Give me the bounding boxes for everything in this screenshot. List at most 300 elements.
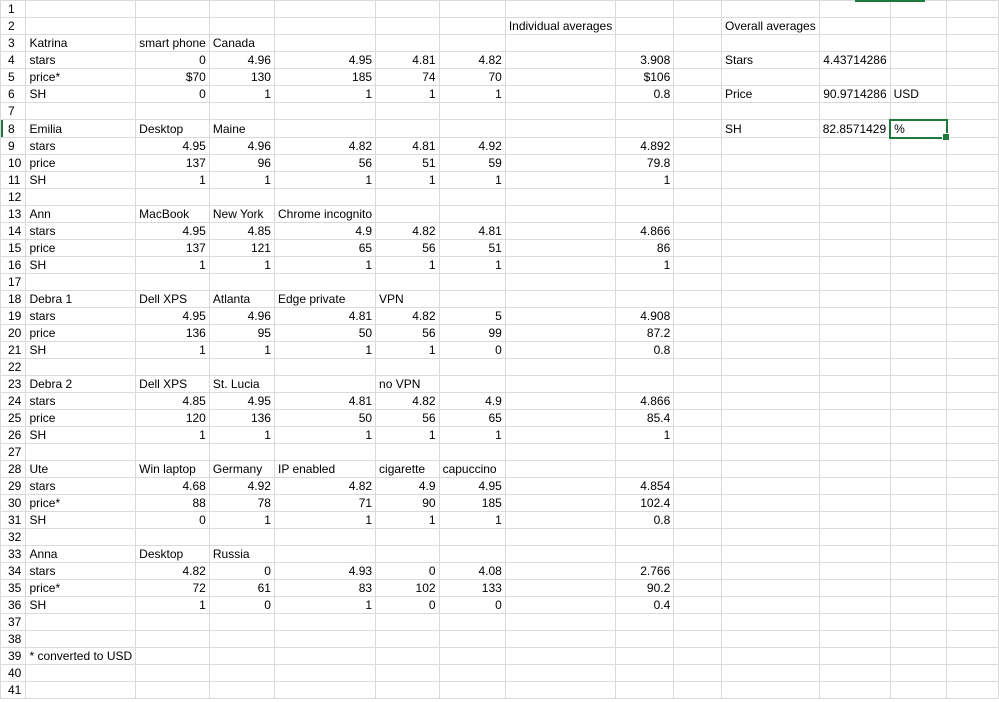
cell[interactable]: Desktop (136, 546, 210, 563)
row-number[interactable]: 13 (1, 206, 26, 223)
cell[interactable] (947, 393, 999, 410)
cell[interactable] (819, 461, 890, 478)
cell[interactable] (722, 546, 820, 563)
cell[interactable] (136, 189, 210, 206)
cell[interactable]: 96 (209, 155, 274, 172)
cell[interactable] (26, 529, 136, 546)
cell[interactable] (890, 614, 946, 631)
cell[interactable]: 1 (376, 257, 440, 274)
cell[interactable] (274, 1, 375, 18)
cell[interactable]: stars (26, 563, 136, 580)
cell[interactable] (819, 103, 890, 120)
cell[interactable] (674, 665, 722, 682)
cell[interactable]: 1 (209, 512, 274, 529)
cell[interactable] (947, 682, 999, 699)
cell[interactable]: 1 (616, 427, 674, 444)
cell[interactable] (819, 580, 890, 597)
cell[interactable] (819, 257, 890, 274)
cell[interactable]: 99 (439, 325, 505, 342)
cell[interactable] (439, 444, 505, 461)
cell[interactable]: 51 (439, 240, 505, 257)
cell[interactable]: 1 (376, 427, 440, 444)
cell[interactable]: 136 (209, 410, 274, 427)
cell[interactable] (505, 172, 615, 189)
cell[interactable] (890, 376, 946, 393)
cell[interactable]: 1 (136, 597, 210, 614)
cell[interactable] (274, 103, 375, 120)
row-number[interactable]: 19 (1, 308, 26, 325)
cell[interactable]: 1 (274, 342, 375, 359)
cell[interactable]: 65 (439, 410, 505, 427)
row-number[interactable]: 23 (1, 376, 26, 393)
cell[interactable]: 50 (274, 410, 375, 427)
cell[interactable] (439, 631, 505, 648)
cell[interactable] (819, 512, 890, 529)
cell[interactable]: 4.892 (616, 138, 674, 155)
row-number[interactable]: 24 (1, 393, 26, 410)
row-number[interactable]: 3 (1, 35, 26, 52)
cell[interactable]: Overall averages (722, 18, 820, 35)
cell[interactable] (890, 172, 946, 189)
cell[interactable] (947, 563, 999, 580)
row-number[interactable]: 10 (1, 155, 26, 172)
cell[interactable] (722, 172, 820, 189)
cell[interactable] (136, 444, 210, 461)
cell[interactable] (505, 597, 615, 614)
cell[interactable]: Canada (209, 35, 274, 52)
cell[interactable] (505, 393, 615, 410)
cell[interactable] (947, 359, 999, 376)
cell[interactable]: 0 (439, 597, 505, 614)
cell[interactable] (722, 393, 820, 410)
cell[interactable]: price (26, 240, 136, 257)
cell[interactable] (274, 631, 375, 648)
cell[interactable] (505, 529, 615, 546)
cell[interactable] (947, 138, 999, 155)
cell[interactable] (674, 103, 722, 120)
cell[interactable]: 83 (274, 580, 375, 597)
cell[interactable]: Germany (209, 461, 274, 478)
cell[interactable] (674, 478, 722, 495)
cell[interactable] (616, 665, 674, 682)
cell[interactable] (209, 18, 274, 35)
cell[interactable] (376, 546, 440, 563)
cell[interactable] (819, 155, 890, 172)
cell[interactable] (947, 376, 999, 393)
cell[interactable] (722, 597, 820, 614)
cell[interactable]: 79.8 (616, 155, 674, 172)
row-number[interactable]: 22 (1, 359, 26, 376)
cell[interactable]: 0.4 (616, 597, 674, 614)
row-number[interactable]: 32 (1, 529, 26, 546)
cell[interactable]: stars (26, 138, 136, 155)
cell[interactable] (376, 1, 440, 18)
cell[interactable] (890, 52, 946, 69)
cell[interactable] (136, 529, 210, 546)
cell[interactable]: 4.08 (439, 563, 505, 580)
cell[interactable]: 2.766 (616, 563, 674, 580)
cell[interactable] (26, 359, 136, 376)
cell[interactable]: 4.95 (136, 223, 210, 240)
cell[interactable] (616, 376, 674, 393)
cell[interactable]: Russia (209, 546, 274, 563)
cell[interactable] (890, 495, 946, 512)
cell[interactable] (505, 206, 615, 223)
cell[interactable] (616, 461, 674, 478)
cell[interactable] (26, 189, 136, 206)
cell[interactable] (616, 529, 674, 546)
cell[interactable] (947, 546, 999, 563)
cell[interactable]: 1 (376, 342, 440, 359)
row-number[interactable]: 18 (1, 291, 26, 308)
cell[interactable] (722, 274, 820, 291)
cell[interactable] (505, 614, 615, 631)
cell[interactable]: St. Lucia (209, 376, 274, 393)
cell[interactable]: 95 (209, 325, 274, 342)
cell[interactable] (505, 495, 615, 512)
cell[interactable]: 1 (274, 86, 375, 103)
cell[interactable]: 4.82 (376, 223, 440, 240)
cell[interactable]: 137 (136, 240, 210, 257)
row-number[interactable]: 5 (1, 69, 26, 86)
cell[interactable] (616, 189, 674, 206)
cell[interactable]: SH (722, 120, 820, 138)
cell[interactable] (505, 410, 615, 427)
cell[interactable]: IP enabled (274, 461, 375, 478)
cell[interactable] (439, 206, 505, 223)
cell[interactable]: Anna (26, 546, 136, 563)
cell[interactable] (890, 580, 946, 597)
cell[interactable] (674, 291, 722, 308)
cell[interactable]: 1 (439, 86, 505, 103)
cell[interactable] (505, 631, 615, 648)
cell[interactable] (819, 240, 890, 257)
cell[interactable] (674, 308, 722, 325)
cell[interactable]: stars (26, 223, 136, 240)
cell[interactable]: 4.95 (274, 52, 375, 69)
cell[interactable] (376, 614, 440, 631)
cell[interactable]: 85.4 (616, 410, 674, 427)
cell[interactable]: 4.81 (274, 393, 375, 410)
row-number[interactable]: 9 (1, 138, 26, 155)
cell[interactable]: 4.9 (439, 393, 505, 410)
cell[interactable] (722, 155, 820, 172)
cell[interactable] (616, 631, 674, 648)
row-number[interactable]: 25 (1, 410, 26, 427)
cell[interactable] (674, 461, 722, 478)
cell[interactable]: MacBook (136, 206, 210, 223)
cell[interactable] (439, 1, 505, 18)
cell[interactable]: 1 (439, 512, 505, 529)
cell[interactable]: SH (26, 597, 136, 614)
cell[interactable] (209, 665, 274, 682)
cell[interactable] (505, 52, 615, 69)
cell[interactable] (439, 376, 505, 393)
row-number[interactable]: 34 (1, 563, 26, 580)
cell[interactable] (722, 410, 820, 427)
cell[interactable] (722, 478, 820, 495)
row-number[interactable]: 6 (1, 86, 26, 103)
cell[interactable] (136, 614, 210, 631)
cell[interactable] (890, 444, 946, 461)
cell[interactable] (209, 103, 274, 120)
cell[interactable]: 1 (136, 427, 210, 444)
cell[interactable]: Dell XPS (136, 376, 210, 393)
cell[interactable]: 1 (274, 427, 375, 444)
cell[interactable] (209, 274, 274, 291)
cell[interactable] (616, 120, 674, 138)
cell[interactable] (26, 665, 136, 682)
row-number[interactable]: 31 (1, 512, 26, 529)
cell[interactable]: 1 (274, 597, 375, 614)
cell[interactable] (890, 274, 946, 291)
cell[interactable] (505, 69, 615, 86)
row-number[interactable]: 27 (1, 444, 26, 461)
cell[interactable] (890, 359, 946, 376)
cell[interactable] (819, 206, 890, 223)
cell[interactable] (26, 631, 136, 648)
cell[interactable] (505, 120, 615, 138)
cell[interactable] (674, 223, 722, 240)
cell[interactable]: 0.8 (616, 512, 674, 529)
cell[interactable] (722, 648, 820, 665)
cell[interactable]: 90.2 (616, 580, 674, 597)
cell[interactable] (819, 682, 890, 699)
cell[interactable] (947, 580, 999, 597)
cell[interactable]: 4.9 (376, 478, 440, 495)
cell[interactable] (722, 240, 820, 257)
cell[interactable] (819, 529, 890, 546)
cell[interactable] (722, 631, 820, 648)
cell[interactable] (947, 648, 999, 665)
cell[interactable] (819, 427, 890, 444)
row-number[interactable]: 37 (1, 614, 26, 631)
cell[interactable] (947, 172, 999, 189)
row-number[interactable]: 16 (1, 257, 26, 274)
cell[interactable] (819, 325, 890, 342)
cell[interactable] (722, 257, 820, 274)
cell[interactable] (674, 614, 722, 631)
cell[interactable] (947, 240, 999, 257)
cell[interactable]: 1 (209, 172, 274, 189)
cell[interactable] (819, 546, 890, 563)
cell[interactable] (505, 665, 615, 682)
cell[interactable]: 1 (274, 172, 375, 189)
cell[interactable] (722, 103, 820, 120)
cell[interactable] (947, 18, 999, 35)
cell[interactable] (722, 308, 820, 325)
cell[interactable]: 4.93 (274, 563, 375, 580)
cell[interactable] (674, 648, 722, 665)
selected-cell[interactable] (890, 120, 946, 138)
cell[interactable] (890, 393, 946, 410)
cell[interactable] (274, 648, 375, 665)
row-number[interactable]: 30 (1, 495, 26, 512)
cell[interactable] (674, 189, 722, 206)
cell[interactable] (209, 1, 274, 18)
cell[interactable]: 1 (136, 257, 210, 274)
cell[interactable]: 4.85 (209, 223, 274, 240)
row-number[interactable]: 39 (1, 648, 26, 665)
cell[interactable]: 0 (439, 342, 505, 359)
cell[interactable] (947, 512, 999, 529)
cell[interactable]: 4.95 (136, 138, 210, 155)
cell[interactable] (505, 35, 615, 52)
cell[interactable] (890, 240, 946, 257)
cell[interactable]: 59 (439, 155, 505, 172)
cell[interactable]: 0 (136, 512, 210, 529)
cell[interactable]: Debra 1 (26, 291, 136, 308)
cell[interactable]: 70 (439, 69, 505, 86)
cell[interactable] (616, 274, 674, 291)
cell[interactable] (505, 1, 615, 18)
cell[interactable] (819, 223, 890, 240)
cell[interactable] (722, 223, 820, 240)
cell[interactable] (947, 120, 999, 138)
cell[interactable] (674, 359, 722, 376)
cell[interactable]: 185 (439, 495, 505, 512)
cell[interactable]: Individual averages (505, 18, 615, 35)
row-number[interactable]: 2 (1, 18, 26, 35)
cell[interactable] (505, 274, 615, 291)
cell[interactable]: Emilia (26, 120, 136, 138)
cell[interactable] (505, 291, 615, 308)
cell[interactable]: 4.95 (209, 393, 274, 410)
cell[interactable]: 4.82 (274, 138, 375, 155)
cell[interactable] (674, 682, 722, 699)
cell[interactable] (890, 138, 946, 155)
cell[interactable] (439, 682, 505, 699)
cell[interactable] (947, 631, 999, 648)
cell[interactable]: 4.81 (376, 52, 440, 69)
cell[interactable]: Katrina (26, 35, 136, 52)
cell[interactable] (505, 648, 615, 665)
cell[interactable] (136, 103, 210, 120)
cell[interactable] (819, 291, 890, 308)
cell[interactable] (616, 614, 674, 631)
cell[interactable] (274, 614, 375, 631)
cell[interactable] (674, 427, 722, 444)
row-number[interactable]: 12 (1, 189, 26, 206)
cell[interactable] (674, 597, 722, 614)
cell[interactable] (439, 614, 505, 631)
cell[interactable]: 5 (439, 308, 505, 325)
cell[interactable] (722, 427, 820, 444)
cell[interactable]: Price (722, 86, 820, 103)
cell[interactable] (819, 189, 890, 206)
cell[interactable]: 0 (376, 563, 440, 580)
cell[interactable]: 4.92 (439, 138, 505, 155)
cell[interactable] (136, 359, 210, 376)
cell[interactable] (376, 665, 440, 682)
cell[interactable]: $106 (616, 69, 674, 86)
cell[interactable] (376, 206, 440, 223)
cell[interactable] (819, 172, 890, 189)
cell[interactable]: stars (26, 393, 136, 410)
cell[interactable]: price* (26, 69, 136, 86)
cell[interactable] (439, 529, 505, 546)
cell[interactable] (674, 172, 722, 189)
cell[interactable]: SH (26, 257, 136, 274)
row-number[interactable]: 28 (1, 461, 26, 478)
cell[interactable]: 4.854 (616, 478, 674, 495)
cell[interactable]: 0 (209, 563, 274, 580)
cell[interactable] (674, 325, 722, 342)
cell[interactable]: 102 (376, 580, 440, 597)
cell[interactable] (722, 614, 820, 631)
cell[interactable] (947, 427, 999, 444)
cell[interactable] (819, 35, 890, 52)
row-number[interactable]: 38 (1, 631, 26, 648)
cell[interactable]: SH (26, 427, 136, 444)
cell[interactable] (209, 359, 274, 376)
cell[interactable] (505, 376, 615, 393)
cell[interactable] (674, 444, 722, 461)
cell[interactable]: 1 (376, 86, 440, 103)
cell[interactable] (947, 478, 999, 495)
cell[interactable] (209, 444, 274, 461)
cell[interactable]: 4.908 (616, 308, 674, 325)
cell[interactable]: 1 (209, 342, 274, 359)
cell[interactable] (674, 410, 722, 427)
cell[interactable] (274, 529, 375, 546)
cell[interactable] (674, 274, 722, 291)
cell[interactable] (505, 103, 615, 120)
cell[interactable]: 1 (616, 172, 674, 189)
cell[interactable] (674, 35, 722, 52)
cell[interactable]: 4.82 (274, 478, 375, 495)
cell[interactable]: Debra 2 (26, 376, 136, 393)
cell[interactable]: 0 (136, 52, 210, 69)
cell[interactable] (674, 86, 722, 103)
cell[interactable] (274, 274, 375, 291)
cell[interactable]: smart phone (136, 35, 210, 52)
cell[interactable] (439, 35, 505, 52)
row-number[interactable]: 17 (1, 274, 26, 291)
cell[interactable] (890, 682, 946, 699)
cell[interactable] (890, 206, 946, 223)
cell[interactable]: 102.4 (616, 495, 674, 512)
cell[interactable] (819, 18, 890, 35)
cell[interactable] (439, 274, 505, 291)
row-number[interactable]: 29 (1, 478, 26, 495)
cell[interactable] (819, 393, 890, 410)
cell[interactable] (947, 69, 999, 86)
cell[interactable] (819, 563, 890, 580)
cell[interactable] (439, 120, 505, 138)
cell[interactable] (439, 291, 505, 308)
cell[interactable] (505, 240, 615, 257)
cell[interactable]: 4.82 (376, 393, 440, 410)
cell[interactable]: $70 (136, 69, 210, 86)
cell[interactable]: 4.95 (439, 478, 505, 495)
cell[interactable] (674, 52, 722, 69)
cell[interactable]: 4.81 (439, 223, 505, 240)
cell[interactable] (819, 597, 890, 614)
row-number[interactable]: 36 (1, 597, 26, 614)
cell[interactable]: cigarette (376, 461, 440, 478)
cell[interactable] (505, 546, 615, 563)
cell[interactable] (674, 376, 722, 393)
cell[interactable] (819, 410, 890, 427)
cell[interactable] (819, 308, 890, 325)
cell[interactable] (947, 1, 999, 18)
cell[interactable]: 4.82 (136, 563, 210, 580)
cell[interactable]: 56 (376, 325, 440, 342)
row-number[interactable]: 4 (1, 52, 26, 69)
cell[interactable]: 1 (209, 86, 274, 103)
cell[interactable]: Atlanta (209, 291, 274, 308)
